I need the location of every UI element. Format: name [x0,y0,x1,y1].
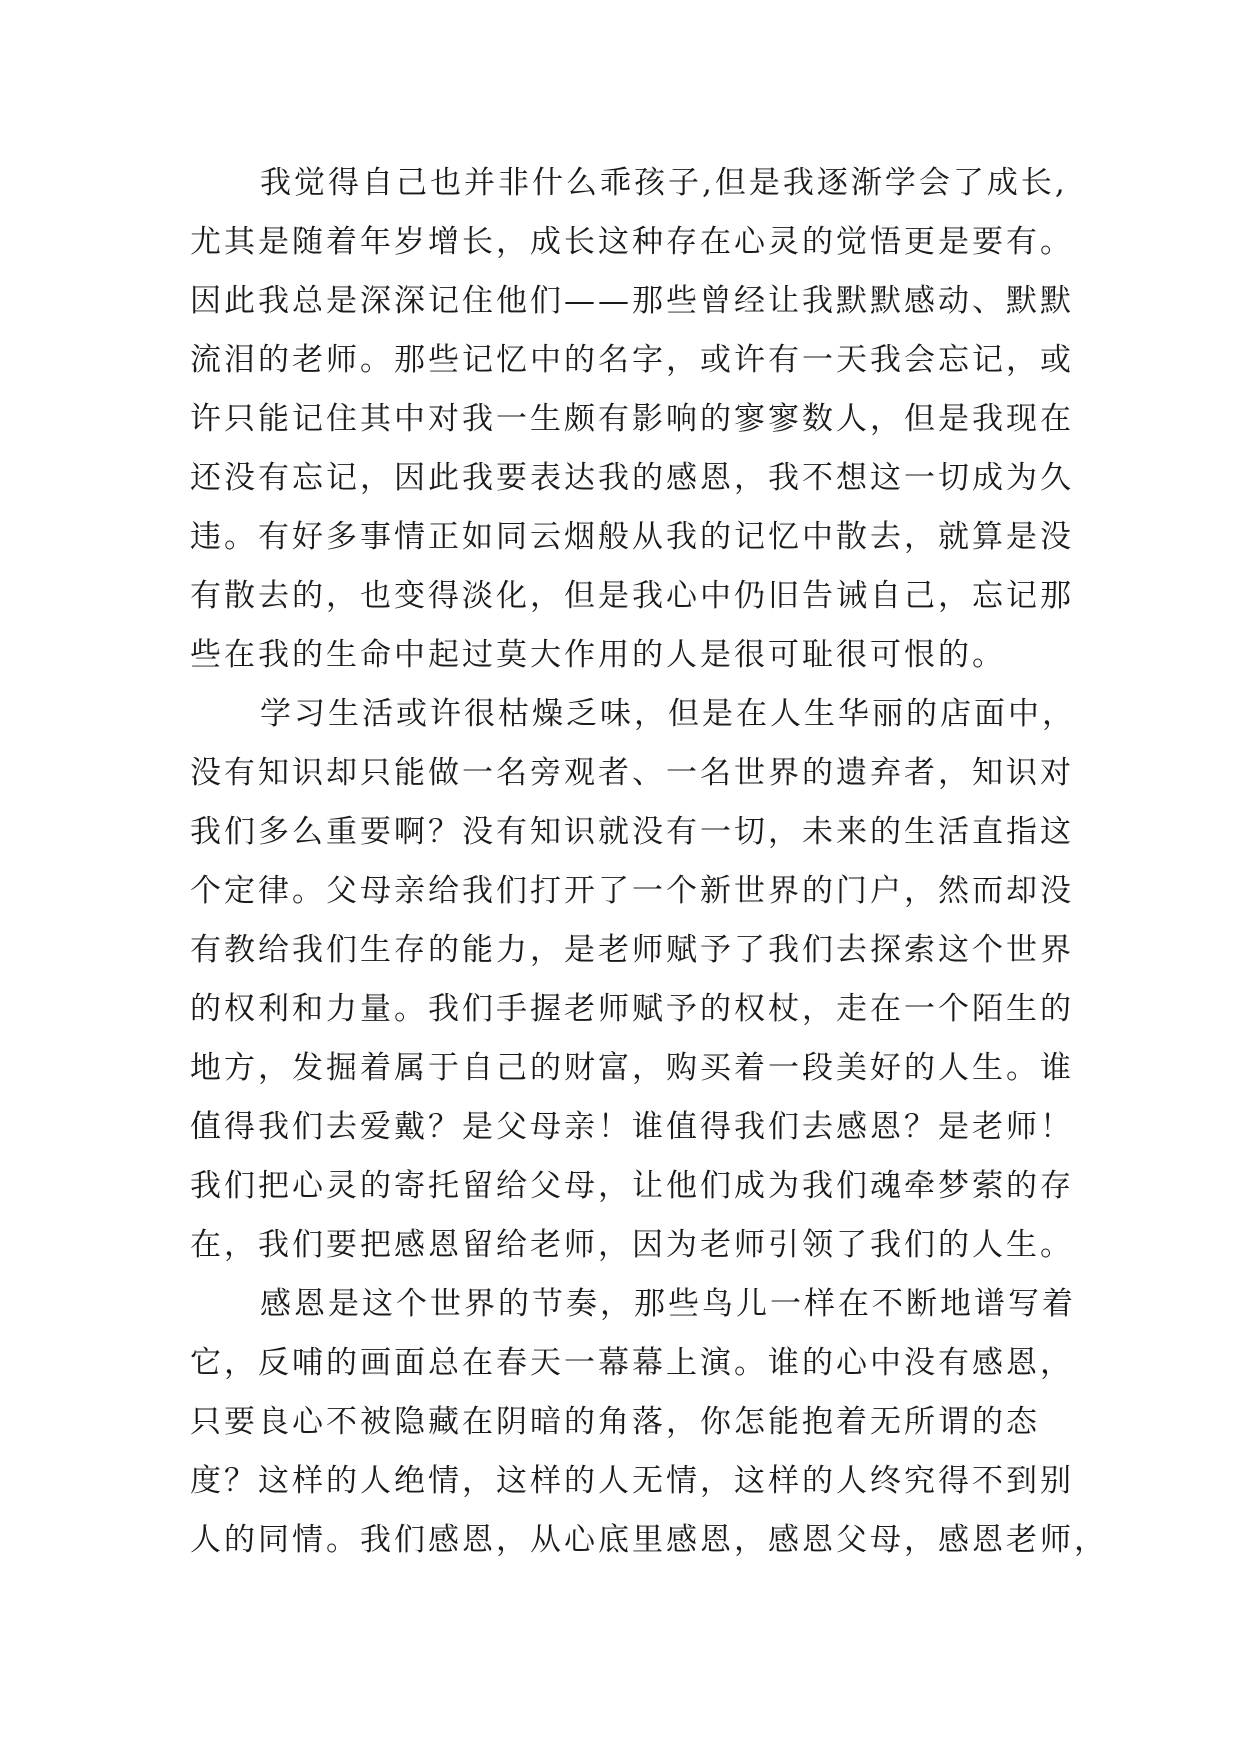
text-line: 值得我们去爱戴？是父母亲！谁值得我们去感恩？是老师！ [190,1109,1074,1145]
text-line: 的权利和力量。我们手握老师赋予的权杖，走在一个陌生的 [190,991,1074,1027]
text-line: 个定律。父母亲给我们打开了一个新世界的门户，然而却没 [190,873,1074,909]
paragraph-2 [190,685,1076,1275]
text-line: 我们多么重要啊？没有知识就没有一切，未来的生活直指这 [190,814,1074,850]
text-line: 感恩是这个世界的节奏，那些鸟儿一样在不断地谱写着 [260,1286,1076,1322]
text-line: 因此我总是深深记住他们——那些曾经让我默默感动、默默 [190,283,1074,319]
text-line: 些在我的生命中起过莫大作用的人是很可耻很可恨的。 [190,637,1006,673]
text-line: 度？这样的人绝情，这样的人无情，这样的人终究得不到别 [190,1463,1074,1499]
text-line: 有散去的，也变得淡化，但是我心中仍旧告诫自己，忘记那 [190,578,1074,614]
paragraph-3 [190,1275,1108,1570]
text-line: 在，我们要把感恩留给老师，因为老师引领了我们的人生。 [190,1227,1074,1263]
text-line: 许只能记住其中对我一生颇有影响的寥寥数人，但是我现在 [190,401,1074,437]
text-line: 它，反哺的画面总在春天一幕幕上演。谁的心中没有感恩， [190,1345,1074,1381]
text-line: 违。有好多事情正如同云烟般从我的记忆中散去，就算是没 [190,519,1074,555]
text-line: 尤其是随着年岁增长，成长这种存在心灵的觉悟更是要有。 [190,224,1074,260]
text-line: 还没有忘记，因此我要表达我的感恩，我不想这一切成为久 [190,460,1074,496]
text-line: 我觉得自己也并非什么乖孩子,但是我逐渐学会了成长, [260,165,1068,201]
text-line: 我们把心灵的寄托留给父母，让他们成为我们魂牵梦萦的存 [190,1168,1074,1204]
text-line: 流泪的老师。那些记忆中的名字，或许有一天我会忘记，或 [190,342,1074,378]
text-line: 只要良心不被隐藏在阴暗的角落，你怎能抱着无所谓的态 [190,1404,1040,1440]
text-line: 地方，发掘着属于自己的财富，购买着一段美好的人生。谁 [190,1050,1074,1086]
text-line: 有教给我们生存的能力，是老师赋予了我们去探索这个世界 [190,932,1074,968]
text-line: 学习生活或许很枯燥乏味，但是在人生华丽的店面中， [260,696,1076,732]
text-line: 人的同情。我们感恩，从心底里感恩，感恩父母，感恩老师， [190,1522,1108,1558]
body-text [190,154,1108,1570]
text-line: 没有知识却只能做一名旁观者、一名世界的遗弃者，知识对 [190,755,1074,791]
paragraph-1 [190,154,1074,685]
